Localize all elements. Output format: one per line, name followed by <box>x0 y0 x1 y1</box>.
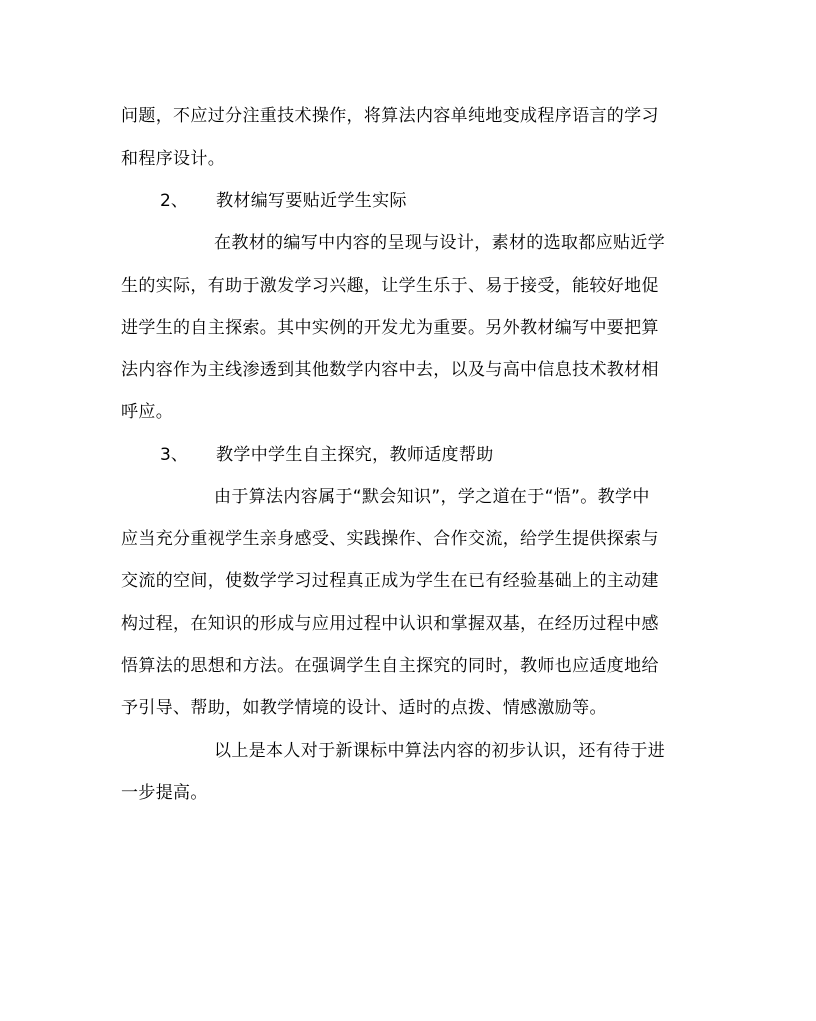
section-number: 3、 <box>160 445 188 465</box>
body-text-line: 一步提高。 <box>121 783 208 803</box>
section-heading: 教材编写要贴近学生实际 <box>216 191 407 211</box>
section-number: 2、 <box>160 191 188 211</box>
body-text-line: 应当充分重视学生亲身感受、实践操作、合作交流，给学生提供探索与 <box>121 529 659 549</box>
body-text-line: 以上是本人对于新课标中算法内容的初步认识，还有待于进 <box>214 741 666 761</box>
body-text-line: 予引导、帮助，如教学情境的设计、适时的点拨、情感激励等。 <box>121 698 607 718</box>
body-text-line: 由于算法内容属于“默会知识”，学之道在于“悟”。教学中 <box>214 487 650 507</box>
body-text-line: 在教材的编写中内容的呈现与设计，素材的选取都应贴近学 <box>214 233 666 253</box>
body-text-line: 和程序设计。 <box>121 149 226 169</box>
body-text-line: 构过程，在知识的形成与应用过程中认识和掌握双基，在经历过程中感 <box>121 614 659 634</box>
body-text-line: 悟算法的思想和方法。在强调学生自主探究的同时，教师也应适度地给 <box>121 656 659 676</box>
body-text-line: 进学生的自主探索。其中实例的开发尤为重要。另外教材编写中要把算 <box>121 318 659 338</box>
body-text-line: 问题，不应过分注重技术操作，将算法内容单纯地变成程序语言的学习 <box>121 106 659 126</box>
body-text-line: 法内容作为主线渗透到其他数学内容中去，以及与高中信息技术教材相 <box>121 360 659 380</box>
section-heading: 教学中学生自主探究，教师适度帮助 <box>216 445 494 465</box>
body-text-line: 交流的空间，使数学学习过程真正成为学生在已有经验基础上的主动建 <box>121 571 659 591</box>
body-text-line: 生的实际，有助于激发学习兴趣，让学生乐于、易于接受，能较好地促 <box>121 276 659 296</box>
body-text-line: 呼应。 <box>121 402 174 422</box>
